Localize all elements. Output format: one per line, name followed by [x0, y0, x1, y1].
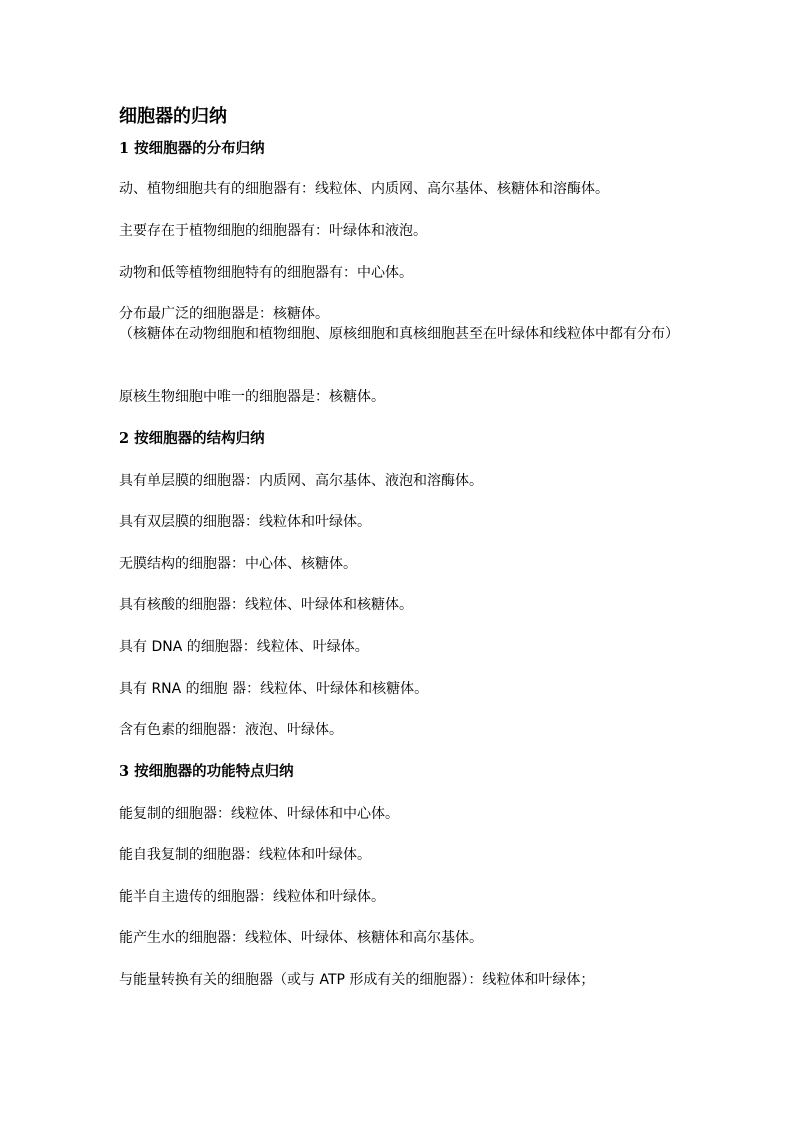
section-2-item-5: 具有 DNA 的细胞器：线粒体、叶绿体。	[119, 639, 369, 655]
section-3-item-5: 与能量转换有关的细胞器（或与 ATP 形成有关的细胞器）：线粒体和叶绿体；	[119, 972, 595, 988]
document-page	[119, 0, 699, 1123]
section-2-item-2: 具有双层膜的细胞器：线粒体和叶绿体。	[119, 514, 371, 530]
document-title: 细胞器的归纳	[119, 106, 227, 127]
section-2-heading: 2 按细胞器的结构归纳	[119, 430, 265, 447]
section-2-item-3: 无膜结构的细胞器：中心体、核糖体。	[119, 556, 357, 572]
section-1-item-3: 动物和低等植物细胞特有的细胞器有：中心体。	[119, 265, 413, 281]
section-1-item-2: 主要存在于植物细胞的细胞器有：叶绿体和液泡。	[119, 223, 427, 239]
section-2-item-1: 具有单层膜的细胞器：内质网、高尔基体、液泡和溶酶体。	[119, 473, 483, 489]
section-2-item-6: 具有 RNA 的细胞 器：线粒体、叶绿体和核糖体。	[119, 681, 429, 697]
section-2-item-4: 具有核酸的细胞器：线粒体、叶绿体和核糖体。	[119, 597, 413, 613]
section-1-heading: 1 按细胞器的分布归纳	[119, 140, 265, 157]
section-1-note: （核糖体在动物细胞和植物细胞、原核细胞和真核细胞甚至在叶绿体和线粒体中都有分布）	[119, 326, 679, 342]
section-1-item-5: 原核生物细胞中唯一的细胞器是：核糖体。	[119, 389, 385, 405]
section-3-item-3: 能半自主遗传的细胞器：线粒体和叶绿体。	[119, 889, 385, 905]
section-3-item-2: 能自我复制的细胞器：线粒体和叶绿体。	[119, 847, 371, 863]
section-3-item-4: 能产生水的细胞器：线粒体、叶绿体、核糖体和高尔基体。	[119, 930, 483, 946]
section-3-item-1: 能复制的细胞器：线粒体、叶绿体和中心体。	[119, 806, 399, 822]
section-2-item-7: 含有色素的细胞器：液泡、叶绿体。	[119, 722, 343, 738]
section-1-item-1: 动、植物细胞共有的细胞器有：线粒体、内质网、高尔基体、核糖体和溶酶体。	[119, 181, 609, 197]
section-3-heading: 3 按细胞器的功能特点归纳	[119, 763, 294, 780]
section-1-item-4: 分布最广泛的细胞器是：核糖体。	[119, 306, 329, 322]
